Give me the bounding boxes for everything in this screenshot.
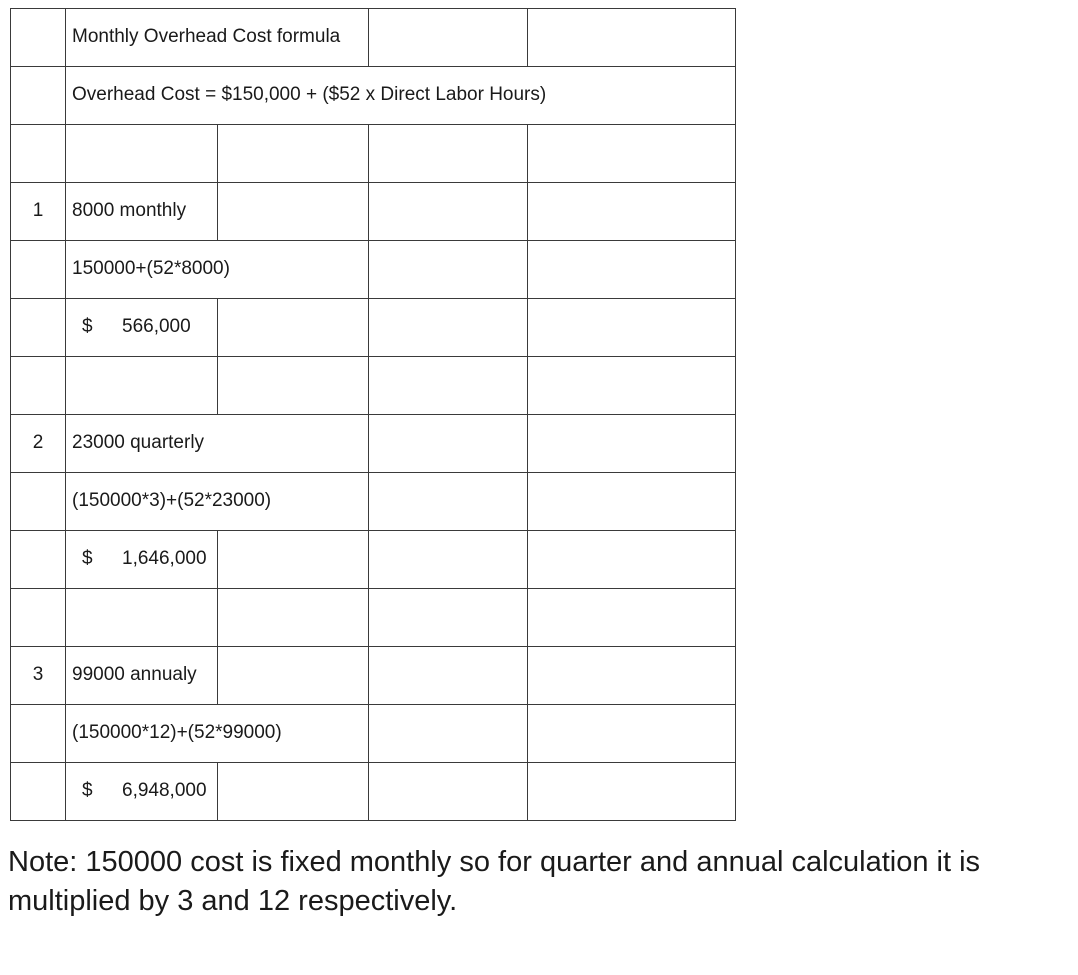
cell-empty	[369, 415, 528, 473]
cell-empty	[528, 183, 736, 241]
row-index: 2	[11, 415, 66, 473]
table-row	[11, 67, 736, 125]
table-body	[11, 9, 736, 821]
cell-empty	[11, 763, 66, 821]
cell-empty	[11, 9, 66, 67]
cell-empty	[369, 241, 528, 299]
cell-empty	[11, 357, 66, 415]
cell-empty	[369, 299, 528, 357]
cell-empty	[528, 473, 736, 531]
table-row	[11, 647, 736, 705]
table-row	[11, 415, 736, 473]
table-row	[11, 183, 736, 241]
cell-empty	[369, 763, 528, 821]
cell-empty	[369, 531, 528, 589]
table-row	[11, 531, 736, 589]
row-amount	[66, 299, 218, 357]
cell-empty	[369, 357, 528, 415]
cell-empty	[528, 415, 736, 473]
cell-empty	[66, 125, 218, 183]
formula-cell: Overhead Cost = $150,000 + ($52 x Direct Labor Hours)	[66, 67, 736, 125]
cell-empty	[11, 705, 66, 763]
amount-value: 1,646,000	[122, 548, 207, 570]
row-expression: 150000+(52*8000)	[66, 241, 369, 299]
cell-empty	[369, 589, 528, 647]
overhead-cost-table	[10, 8, 736, 821]
cell-empty	[528, 357, 736, 415]
cell-empty	[217, 647, 369, 705]
amount-value: 6,948,000	[122, 780, 207, 802]
currency-symbol: $	[82, 548, 93, 570]
cell-empty	[369, 125, 528, 183]
table-row	[11, 125, 736, 183]
cell-empty	[528, 647, 736, 705]
cell-empty	[217, 763, 369, 821]
cell-empty	[217, 531, 369, 589]
cell-empty	[369, 647, 528, 705]
cell-empty	[369, 473, 528, 531]
note-text: Note: 150000 cost is fixed monthly so for quarter and annual calculation it is multiplied by 3 and 12 respectively.	[8, 846, 981, 918]
cell-empty	[528, 241, 736, 299]
cell-empty	[528, 531, 736, 589]
row-index: 1	[11, 183, 66, 241]
cell-empty	[369, 705, 528, 763]
cell-empty	[217, 183, 369, 241]
row-label: 99000 annualy	[66, 647, 218, 705]
cell-empty	[217, 299, 369, 357]
amount-wrapper	[72, 316, 211, 339]
table-row	[11, 9, 736, 67]
cell-empty	[66, 589, 218, 647]
cell-empty	[528, 299, 736, 357]
document-page	[0, 8, 1078, 975]
cell-empty	[369, 183, 528, 241]
cell-empty	[11, 531, 66, 589]
amount-wrapper	[72, 548, 211, 571]
cell-empty	[11, 473, 66, 531]
row-expression: (150000*12)+(52*99000)	[66, 705, 369, 763]
table-row	[11, 241, 736, 299]
cell-empty	[528, 9, 736, 67]
amount-value: 566,000	[122, 316, 191, 338]
row-label: 8000 monthly	[66, 183, 218, 241]
currency-symbol: $	[82, 780, 93, 802]
cell-empty	[528, 589, 736, 647]
title-cell: Monthly Overhead Cost formula	[66, 9, 369, 67]
cell-empty	[369, 9, 528, 67]
row-amount	[66, 763, 218, 821]
cell-empty	[11, 299, 66, 357]
cell-empty	[66, 357, 218, 415]
row-index: 3	[11, 647, 66, 705]
row-label: 23000 quarterly	[66, 415, 369, 473]
cell-empty	[11, 589, 66, 647]
table-row	[11, 589, 736, 647]
table-row	[11, 763, 736, 821]
table-row	[11, 705, 736, 763]
cell-empty	[11, 241, 66, 299]
row-amount	[66, 531, 218, 589]
table-row	[11, 299, 736, 357]
table-row	[11, 357, 736, 415]
row-expression: (150000*3)+(52*23000)	[66, 473, 369, 531]
cell-empty	[528, 763, 736, 821]
table-row	[11, 473, 736, 531]
cell-empty	[217, 589, 369, 647]
cell-empty	[528, 705, 736, 763]
currency-symbol: $	[82, 316, 93, 338]
cell-empty	[217, 357, 369, 415]
cell-empty	[528, 125, 736, 183]
cell-empty	[217, 125, 369, 183]
cell-empty	[11, 125, 66, 183]
amount-wrapper	[72, 780, 211, 803]
cell-empty	[11, 67, 66, 125]
